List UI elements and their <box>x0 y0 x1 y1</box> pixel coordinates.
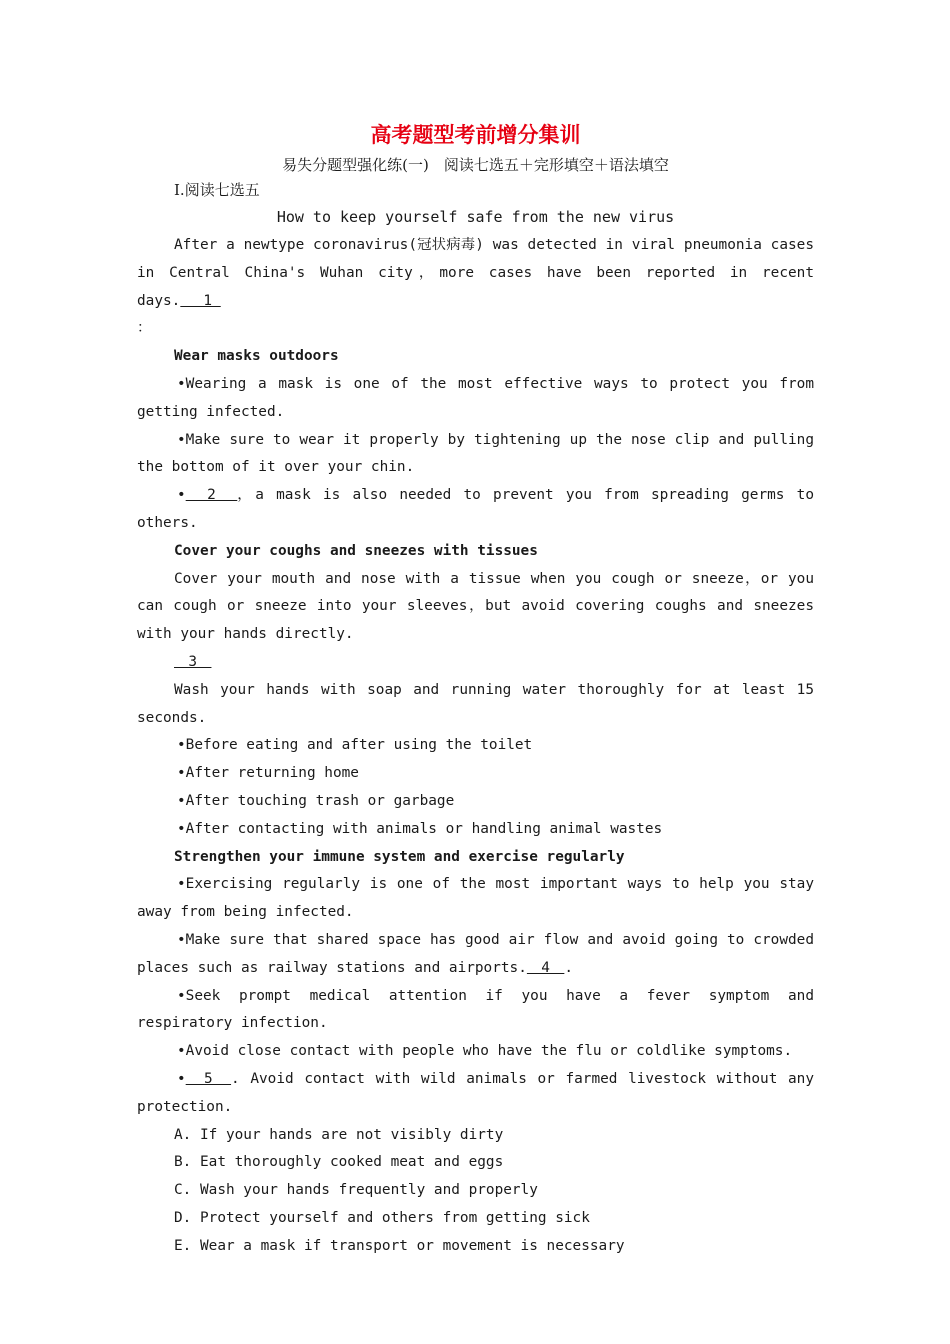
bullet-wash-1: •Before eating and after using the toilet <box>177 737 533 754</box>
paragraph-wash: Wash your hands with soap and running water thoroughly for at least 15 seconds. <box>137 681 814 726</box>
blank-4: 4 <box>526 959 565 976</box>
option-e: E. Wear a mask if transport or movement is necessary <box>174 1237 625 1254</box>
page-subtitle: 易失分题型强化练(一) 阅读七选五＋完形填空＋语法填空 <box>282 156 669 174</box>
document-content <box>137 118 814 1260</box>
bullet-dot: • <box>177 1070 186 1087</box>
blank-3: 3 <box>174 653 212 670</box>
option-a: A. If your hands are not visibly dirty <box>174 1126 504 1143</box>
subheading-masks: Wear masks outdoors <box>174 348 339 365</box>
bullet-wash-3: •After touching trash or garbage <box>177 792 455 809</box>
section-heading: Ⅰ.阅读七选五 <box>174 181 260 199</box>
bullet-immune-2 <box>137 927 814 983</box>
option-d: D. Protect yourself and others from getting sick <box>174 1209 590 1226</box>
bullet-immune-3: •Seek prompt medical attention if you have a fever symptom and respiratory infection. <box>137 987 814 1032</box>
bullet-wash-2: •After returning home <box>177 765 359 782</box>
bullet-mask-1: •Wearing a mask is one of the most effective ways to protect you from getting infected. <box>137 375 814 420</box>
bullet-immune-1: •Exercising regularly is one of the most important ways to help you stay away from being infected. <box>137 876 814 921</box>
bullet-immune-4: •Avoid close contact with people who have the flu or coldlike symptoms. <box>177 1043 793 1060</box>
bullet-immune-5 <box>137 1066 814 1122</box>
intro-text: After a newtype coronavirus(冠状病毒) was detected in viral pneumonia cases in Central China's Wuhan city，more cases have been reported in recent days. <box>137 237 814 309</box>
blank-5: 5 <box>185 1070 232 1087</box>
article-title: How to keep yourself safe from the new virus <box>276 208 675 226</box>
option-c: C. Wash your hands frequently and properly <box>174 1182 538 1199</box>
paragraph-coughs: Cover your mouth and nose with a tissue when you cough or sneeze，or you can cough or sneeze into your sleeves，but avoid covering coughs and sneezes with your hands directly. <box>137 570 814 643</box>
bullet-text: •Make sure that shared space has good air flow and avoid going to crowded places such as railway stations and airports. <box>137 931 814 976</box>
bullet-text: ，a mask is also needed to prevent you from spreading germs to others. <box>137 487 814 531</box>
blank-3-line <box>137 649 814 677</box>
bullet-dot: • <box>177 487 186 504</box>
page-title: 高考题型考前增分集训 <box>370 122 581 147</box>
bullet-mask-3 <box>137 482 814 538</box>
blank-1: 1 <box>180 292 221 309</box>
bullet-end: . <box>564 959 574 976</box>
option-b: B. Eat thoroughly cooked meat and eggs <box>174 1154 504 1171</box>
bullet-wash-4: •After contacting with animals or handling animal wastes <box>177 820 663 837</box>
intro-end: ： <box>137 320 152 337</box>
subheading-coughs: Cover your coughs and sneezes with tissues <box>174 542 538 559</box>
options-list <box>137 1122 814 1261</box>
bullet-text: . Avoid contact with wild animals or farmed livestock without any protection. <box>137 1070 814 1115</box>
intro-paragraph <box>137 232 814 343</box>
bullet-mask-2: •Make sure to wear it properly by tightening up the nose clip and pulling the bottom of it over your chin. <box>137 431 814 476</box>
blank-2: 2 <box>185 487 238 504</box>
subheading-immune: Strengthen your immune system and exercise regularly <box>174 848 625 865</box>
